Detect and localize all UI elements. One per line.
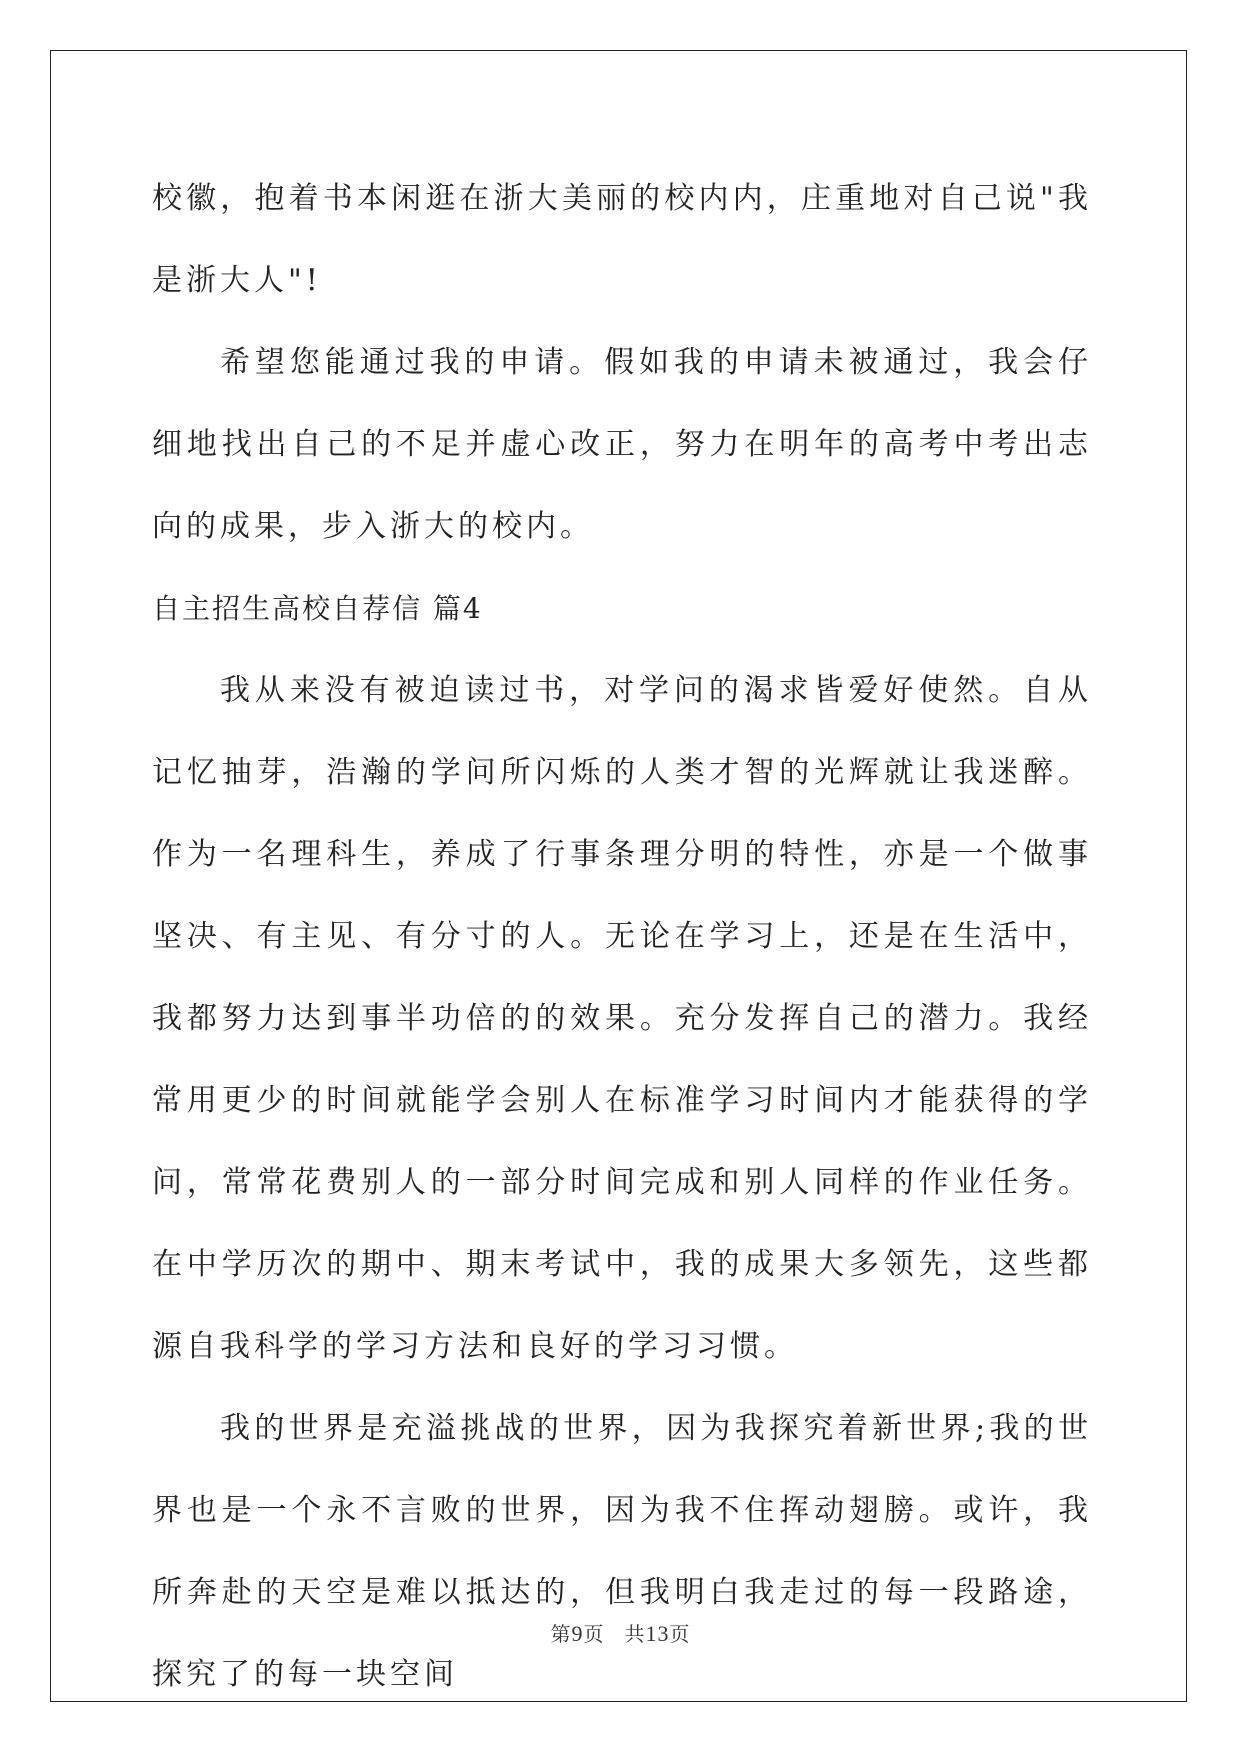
paragraph-world: 我的世界是充溢挑战的世界，因为我探究着新世界;我的世界也是一个永不言败的世界，因为我不住挥动翅膀。或许，我所奔赴的天空是难以抵达的，但我明白我走过的每一段路途，探究了的每一块空间 [152, 1411, 1092, 1692]
paragraph-continued: 校徽，抱着书本闲逛在浙大美丽的校内内，庄重地对自己说"我是浙大人"! [152, 181, 1092, 298]
paragraph-study: 我从来没有被迫读过书，对学问的渴求皆爱好使然。自从记忆抽芽，浩瀚的学问所闪烁的人类才智的光辉就让我迷醉。作为一名理科生，养成了行事条理分明的特性，亦是一个做事坚决、有主见、有分寸的人。无论在学习上，还是在生活中，我都努力达到事半功倍的的效果。充分发挥自己的潜力。我经常用更少的时间就能学会别人在标准学习时间内才能获得的学问，常常花费别人的一部分时间完成和别人同样的作业任务。在中学历次的期中、期末考试中，我的成果大多领先，这些都源自我科学的学习方法和良好的学习习惯。 [152, 673, 1092, 1364]
footer-prefix: 第 [550, 1622, 572, 1646]
document-body [152, 158, 1092, 1716]
footer-page-suffix: 页 [583, 1622, 605, 1646]
current-page-number: 9 [571, 1621, 584, 1646]
paragraph-hope: 希望您能通过我的申请。假如我的申请未被通过，我会仔细地找出自己的不足并虚心改正，努力在明年的高考中考出志向的成果，步入浙大的校内。 [152, 345, 1092, 544]
section-heading: 自主招生高校自荐信 篇4 [152, 592, 483, 625]
total-page-number: 13 [645, 1621, 670, 1646]
footer-total-prefix: 共 [624, 1622, 646, 1646]
page-footer [0, 1618, 1241, 1647]
footer-total-suffix: 页 [669, 1622, 691, 1646]
